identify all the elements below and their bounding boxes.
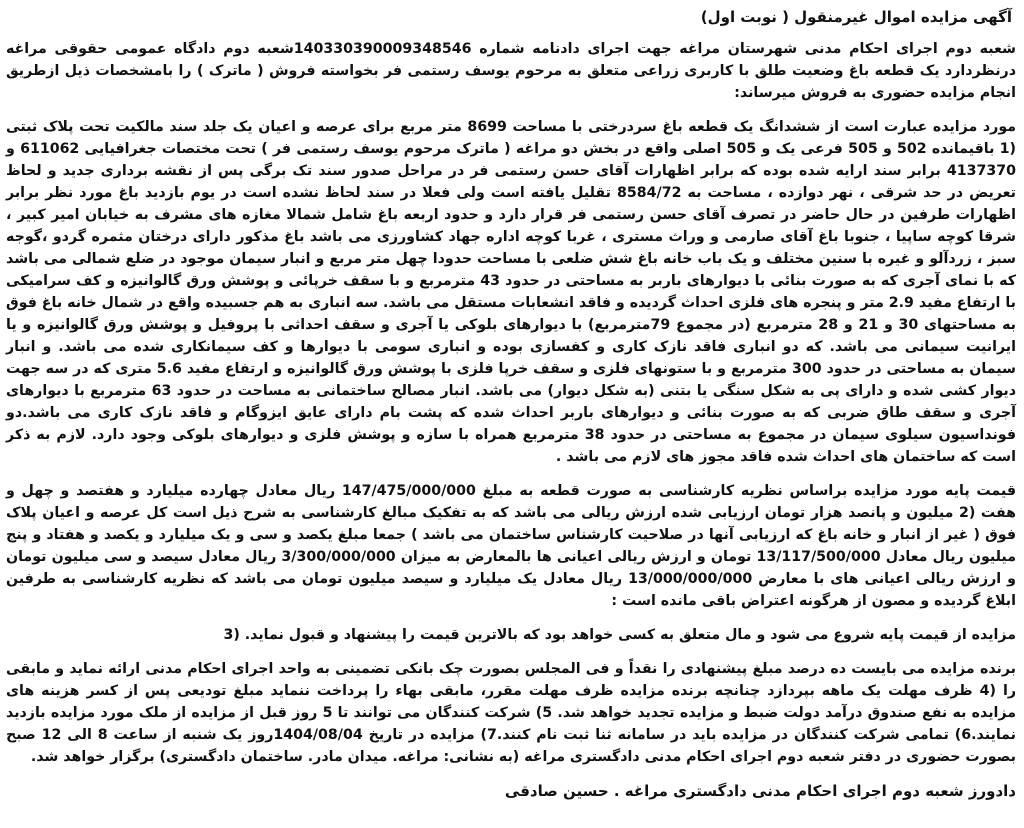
notice-paragraph-2: قیمت پایه مورد مزایده براساس نظریه کارشناسی به صورت قطعه به مبلغ 147/475/000/000 ریال معادل چهارده میلیارد و هفتصد و چهل و هفت (2 میلیون و پانصد هزار تومان ارزیابی شده ارزش ریالی می باشد که به تفکیک مبالغ کارشناسی به شرح ذیل است کل عرصه و اعیان پلاک فوق ( غیر از انبار و خانه باغ که ارزیابی آنها در صلاحیت کارشناس ساختمان می باشد ) جمعا مبلغ یکصد و سی و یک میلیارد و یکصد و هفتاد و پنج میلیون ریال معادل 13/117/500/000 تومان و ارزش ریالی اعیانی ها بالمعارض به میزان 3/300/000/000 ریال معادل سیصد و سی میلیون تومان و ارزش ریالی اعیانی های با معارض 13/000/000/000 ریال معادل یک میلیارد و سیصد میلیون تومان می باشد که نظریه کارشناسی به طرفین ابلاغ گردیده و مصون از هرگونه اعتراض باقی مانده است : [6, 483, 1016, 609]
notice-title: آگهی مزایده اموال غیرمنقول ( نوبت اول) [700, 8, 1012, 26]
notice-paragraph-3: مزایده از قیمت پایه شروع می شود و مال متعلق به کسی خواهد بود که بالاترین قیمت را پیشنهاد و قبول نماید. (3 [223, 627, 1016, 643]
notice-paragraph-4: برنده مزایده می بایست ده درصد مبلغ پیشنهادی را نقداً و فی المجلس بصورت چک بانکی تضمینی به واحد اجرای احکام مدنی ارائه نماید و مابقی را (4 ظرف مهلت یک ماهه بپردازد چنانچه برنده مزایده ظرف مهلت مقرر، مابقی بهاء را پرداخت ننماید مبلغ تودیعی پس از کسر هزینه های مزایده به نفع صندوق درآمد دولت ضبط و مزایده تجدید خواهد شد. 5) شرکت کنندگان می توانند تا 5 روز قبل از مزایده از ملک مورد مزایده بازدید نمایند.6) تمامی شرکت کنندگان در مزایده باید در سامانه ثنا ثبت نام کنند.7) مزایده در تاریخ 1404/08/04روز یک شنبه از ساعت 8 الی 12 صبح بصورت حضوری در دفتر شعبه دوم اجرای احکام مدنی دادگستری مراغه (به نشانی: مراغه. میدان مادر. ساختمان دادگستری) برگزار خواهد شد. [6, 661, 1016, 765]
notice-signature: دادورز شعبه دوم اجرای احکام مدنی دادگستری مراغه . حسین صادقی [504, 782, 1016, 800]
notice-intro: شعبه دوم اجرای احکام مدنی شهرستان مراغه جهت اجرای دادنامه شماره 140330390009348546شعبه دوم دادگاه عمومی حقوقی مراغه درنظردارد یک قطعه باغ وضعیت طلق با کاربری زراعی متعلق به مرحوم یوسف رستمی فر بخواسته فروش ( ماترک ) را بامشخصات ذیل ازطریق انجام مزایده حضوری به فروش میرساند: [6, 41, 1017, 101]
notice-paragraph-1: مورد مزایده عبارت است از ششدانگ یک قطعه باغ سردرختی با مساحت 8699 متر مربع برای عرصه و اعیان یک جلد سند مالکیت تحت پلاک ثبتی (1 باقیمانده 502 و 505 فرعی یک و 505 اصلی واقع در بخش دو مراغه ( ماترک مرحوم یوسف رستمی فر ) تحت مختصات جغرافیایی 611062 و 4137370 برابر سند ارایه شده بوده که برابر اظهارات آقای حسن رستمی فر در مراحل صدور سند تک برگی پس از نقشه برداری جدید و لحاظ تعریض در حد شرقی ، نهر دوازده ، مساحت به 8584/72 تقلیل یافته است ولی فعلا در سند لحاظ نشده است در یوم بازدید باغ مورد نظر برابر اظهارات طرفین در حال حاضر در تصرف آقای حسن رستمی فر قرار دارد و حدود اربعه باغ شامل شمالا مغازه های مشرف به خیابان امیر کبیر ، شرقا کوچه ساپیا ، جنوبا باغ آقای صارمی و وراث مستری ، غربا کوچه اداره جهاد کشاورزی می باشد باغ مذکور دارای درختان مثمره گردو ،گوجه سبز ، زردآلو و غیره با سنین مختلف و یک باب خانه باغ شش ضلعی با مساحت حدودا چهل متر مربع و انبار سیمان موجود در ضلع شمالی می باشد که با نمای آجری که به صورت بنائی با دیوارهای باربر به مساحتی در حدود 43 مترمربع و با سقف خرپائی و پوشش ورق گالوانیزه و کف سرامیکی با ارتفاع مفید 2.9 متر و پنجره های فلزی احداث گردیده و فاقد انشعابات مستقل می باشد. سه انباری به هم جسبیده واقع در شمال خانه باغ فوق به مساحتهای 30 و 21 و 28 مترمربع (در مجموع 79مترمربع) با دیوارهای بلوکی یا آجری و سقف احداثی با پروفیل و پوشش ورق گالوانیزه و یا ایرانیت سیمانی می باشد. که دو انباری فاقد نازک کاری و کفسازی بوده و انباری سومی با دیوارها و کف سیمانکاری شده می باشد. و انبار سیمان به مساحتی در حدود 300 مترمربع و با ستونهای فلزی و سقف خرپا فلزی با پوشش ورق گالوانیزه و ارتفاع مفید 5.6 متری که در سه جهت دیوار کشی شده و دارای پی به شکل سنگی یا بتنی (به شکل دیوار) می باشد. انبار مصالح ساختمانی به مساحت در حدود 63 مترمربع با دیوارهای آجری و سقف طاق ضربی که به صورت بنائی و دیوارهای باربر احداث شده که پشت بام دارای عایق ایزوگام و فاقد نازک کاری می باشد.دو فونداسیون سیلوی سیمان در مجموع به مساحتی در حدود 38 مترمربع همراه با سازه و پوشش فلزی و دیوارهای بلوکی وجود دارد. لازم به ذکر است که ساختمان های احداث شده فاقد مجوز های لازم می باشد . [6, 119, 1017, 465]
auction-notice [6, 6, 1016, 802]
